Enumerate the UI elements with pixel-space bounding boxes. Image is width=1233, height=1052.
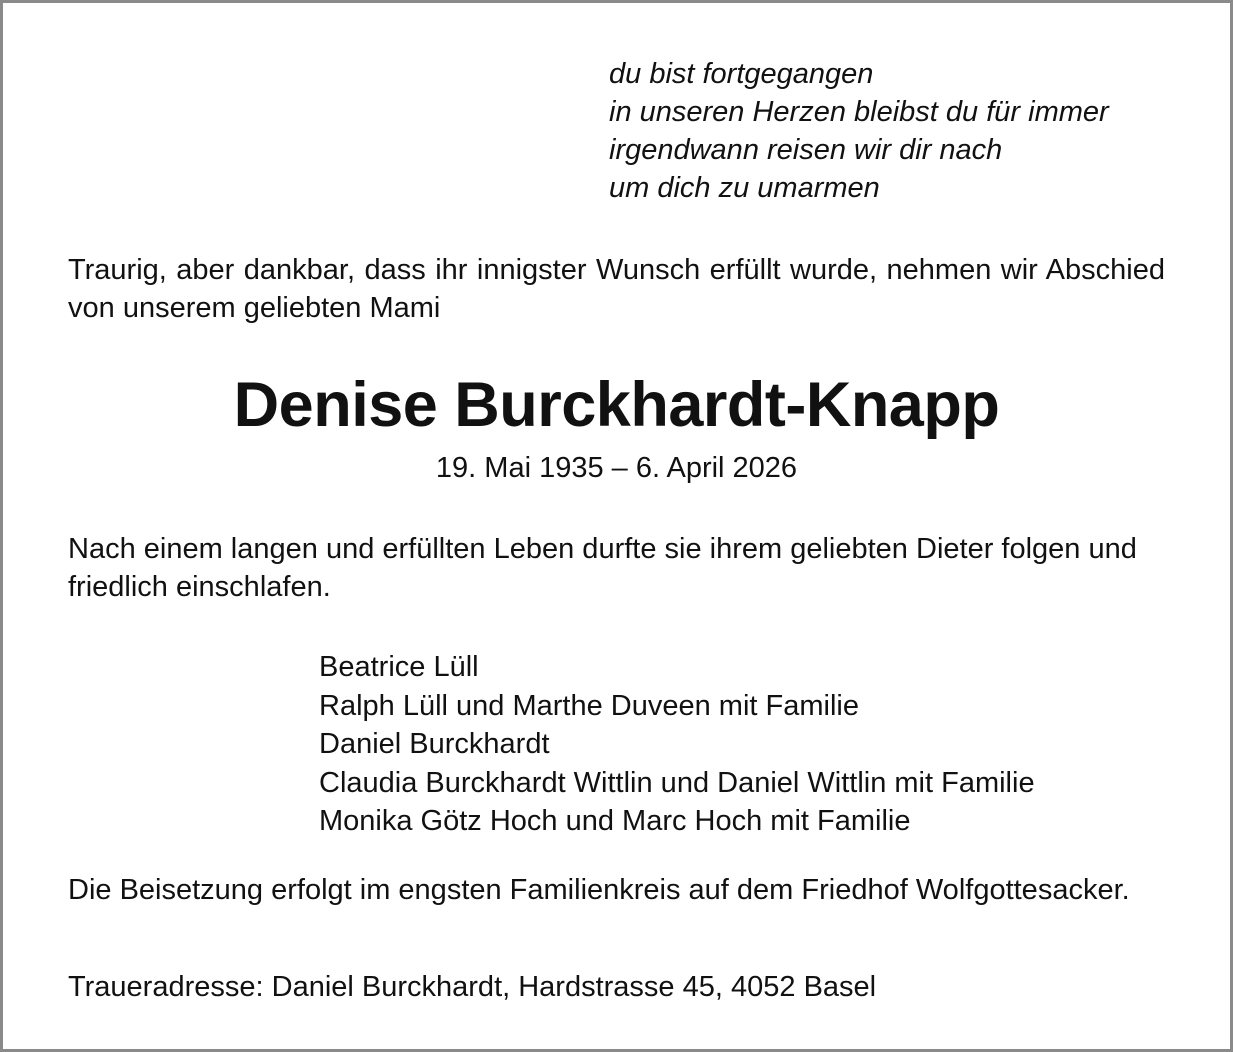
mourner-name: Beatrice Lüll <box>319 651 479 683</box>
deceased-name: Denise Burckhardt-Knapp <box>233 370 1000 440</box>
mourning-address: Traueradresse: Daniel Burckhardt, Hardstrasse 45, 4052 Basel <box>68 971 877 1003</box>
mourner-name: Monika Götz Hoch und Marc Hoch mit Familie <box>319 805 911 837</box>
burial-paragraph: Die Beisetzung erfolgt im engsten Familienkreis auf dem Friedhof Wolfgottesacker. <box>68 874 1130 906</box>
mourner-name: Claudia Burckhardt Wittlin und Daniel Wittlin mit Familie <box>319 766 1035 799</box>
intro-paragraph: Traurig, aber dankbar, dass ihr innigster Wunsch erfüllt wurde, nehmen wir Abschied von unserem geliebten Mami <box>68 254 1165 324</box>
mourners-list <box>319 648 1035 841</box>
mourner-name: Daniel Burckhardt <box>319 728 550 760</box>
poem <box>609 55 1109 207</box>
poem-line: du bist fortgegangen <box>609 58 874 90</box>
mourner-name: Ralph Lüll und Marthe Duveen mit Familie <box>319 689 859 722</box>
poem-line: in unseren Herzen bleibst du für immer <box>609 96 1109 128</box>
poem-line: irgendwann reisen wir dir nach <box>609 134 1003 166</box>
poem-line: um dich zu umarmen <box>609 172 880 204</box>
life-dates: 19. Mai 1935 – 6. April 2026 <box>435 452 798 484</box>
passage-paragraph: Nach einem langen und erfüllten Leben durfte sie ihrem geliebten Dieter folgen und friedlich einschlafen. <box>68 533 1137 603</box>
